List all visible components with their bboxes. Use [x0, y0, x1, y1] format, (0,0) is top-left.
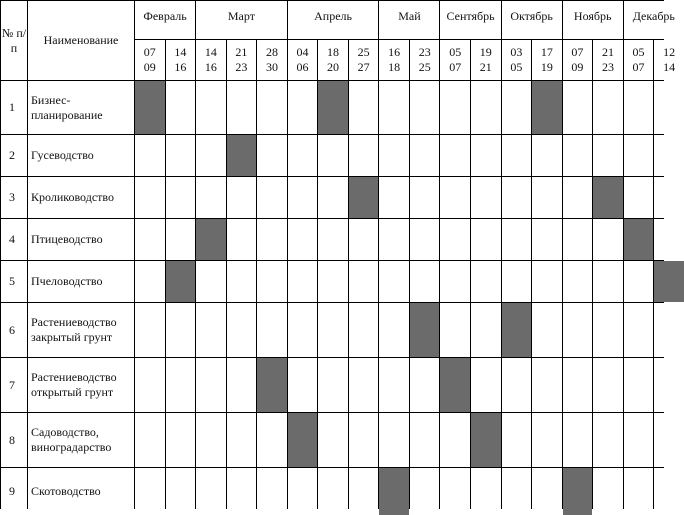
schedule-cell: [288, 358, 318, 412]
schedule-cell: [227, 177, 257, 218]
row-name: Растениеводство открытый грунт: [28, 358, 134, 412]
row-number: 6: [1, 303, 27, 357]
date-range-start: 12: [663, 45, 676, 59]
schedule-cell: [135, 135, 165, 176]
header-name: Наименование: [28, 1, 134, 80]
date-range-end: 16: [204, 60, 217, 74]
schedule-cell: [257, 135, 287, 176]
schedule-cell: [471, 135, 501, 176]
schedule-cell: [227, 413, 257, 467]
schedule-cell: [288, 81, 318, 134]
row-name: Пчеловодство: [28, 261, 134, 302]
date-range-header: [227, 40, 257, 80]
schedule-cell: [624, 413, 654, 467]
schedule-cell: [593, 358, 623, 412]
schedule-cell: [624, 303, 654, 357]
date-range-start: 28: [265, 45, 278, 59]
schedule-cell: [257, 261, 287, 302]
date-range-header: [410, 40, 440, 80]
schedule-cell: [410, 468, 440, 515]
schedule-cell: [196, 358, 226, 412]
date-range-header: [563, 40, 593, 80]
date-range-start: 18: [327, 45, 340, 59]
schedule-cell: [532, 303, 562, 357]
schedule-cell: [227, 219, 257, 260]
schedule-cell: [410, 413, 440, 467]
date-range-start: 16: [388, 45, 401, 59]
schedule-cell: [135, 303, 165, 357]
row-name: Садоводство, виноградарство: [28, 413, 134, 467]
schedule-cell: [196, 468, 226, 515]
schedule-cell: [196, 135, 226, 176]
schedule-cell: [440, 135, 470, 176]
schedule-cell: [624, 468, 654, 515]
date-range-start: 04: [296, 45, 309, 59]
schedule-cell: [563, 219, 593, 260]
date-range-end: 07: [449, 60, 462, 74]
date-range-start: 17: [540, 45, 553, 59]
schedule-cell: [227, 303, 257, 357]
row-number: 8: [1, 413, 27, 467]
schedule-cell: [654, 81, 684, 134]
schedule-cell: [349, 219, 379, 260]
schedule-cell: [288, 468, 318, 515]
schedule-cell: [135, 468, 165, 515]
schedule-cell: [166, 358, 196, 412]
schedule-cell: [135, 219, 165, 260]
date-range-end: 18: [388, 60, 401, 74]
schedule-cell-filled: [532, 81, 562, 134]
row-name: Бизнес-планирование: [28, 81, 134, 134]
schedule-cell: [410, 261, 440, 302]
date-range-start: 19: [479, 45, 492, 59]
schedule-cell-filled: [318, 81, 348, 134]
schedule-cell: [135, 358, 165, 412]
date-range-start: 07: [143, 45, 156, 59]
date-range-end: 07: [632, 60, 645, 74]
schedule-cell: [257, 81, 287, 134]
schedule-cell: [318, 261, 348, 302]
date-range-end: 14: [663, 60, 676, 74]
schedule-cell: [624, 358, 654, 412]
schedule-cell: [135, 261, 165, 302]
schedule-cell-filled: [563, 468, 593, 515]
schedule-cell: [196, 261, 226, 302]
schedule-cell: [349, 413, 379, 467]
schedule-cell: [349, 135, 379, 176]
schedule-cell: [624, 177, 654, 218]
date-range-header: [135, 40, 165, 80]
date-range-start: 21: [601, 45, 614, 59]
month-header: Сентябрь: [440, 1, 500, 39]
schedule-cell: [502, 177, 532, 218]
schedule-cell: [257, 177, 287, 218]
schedule-cell: [654, 135, 684, 176]
schedule-cell: [502, 261, 532, 302]
schedule-cell: [654, 358, 684, 412]
schedule-cell-filled: [196, 219, 226, 260]
schedule-cell: [166, 413, 196, 467]
month-header: Март: [196, 1, 287, 39]
schedule-cell: [288, 135, 318, 176]
schedule-cell: [410, 219, 440, 260]
schedule-cell: [502, 358, 532, 412]
schedule-cell: [410, 177, 440, 218]
date-range-header: [349, 40, 379, 80]
date-range-end: 06: [296, 60, 309, 74]
schedule-cell: [379, 303, 409, 357]
date-range-start: 05: [632, 45, 645, 59]
month-header: Ноябрь: [563, 1, 623, 39]
schedule-cell: [196, 177, 226, 218]
schedule-cell: [532, 413, 562, 467]
schedule-cell: [227, 468, 257, 515]
row-number: 9: [1, 468, 27, 515]
schedule-cell: [318, 135, 348, 176]
schedule-cell: [502, 468, 532, 515]
date-range-header: [532, 40, 562, 80]
date-range-start: 14: [174, 45, 187, 59]
schedule-cell-filled: [502, 303, 532, 357]
schedule-cell: [563, 177, 593, 218]
schedule-cell: [318, 358, 348, 412]
date-range-start: 21: [235, 45, 248, 59]
schedule-cell: [166, 303, 196, 357]
schedule-cell: [563, 135, 593, 176]
schedule-cell: [471, 219, 501, 260]
month-header: Декабрь: [624, 1, 684, 39]
date-range-start: 07: [571, 45, 584, 59]
schedule-cell-filled: [593, 177, 623, 218]
schedule-cell: [471, 81, 501, 134]
schedule-cell: [166, 135, 196, 176]
schedule-cell: [502, 219, 532, 260]
schedule-cell-filled: [654, 261, 684, 302]
date-range-header: [288, 40, 318, 80]
date-range-header: [654, 40, 684, 80]
date-range-start: 05: [449, 45, 462, 59]
date-range-end: 19: [540, 60, 553, 74]
schedule-cell: [440, 219, 470, 260]
schedule-cell: [318, 177, 348, 218]
row-name: Птицеводство: [28, 219, 134, 260]
row-name: Кролиководство: [28, 177, 134, 218]
schedule-cell: [563, 303, 593, 357]
schedule-cell-filled: [227, 135, 257, 176]
schedule-cell-filled: [624, 219, 654, 260]
date-range-header: [624, 40, 654, 80]
row-number: 3: [1, 177, 27, 218]
schedule-cell: [593, 261, 623, 302]
schedule-cell: [563, 413, 593, 467]
schedule-cell: [257, 219, 287, 260]
date-range-start: 25: [357, 45, 370, 59]
schedule-cell: [196, 413, 226, 467]
schedule-cell: [257, 303, 287, 357]
row-name: Скотоводство: [28, 468, 134, 515]
schedule-cell: [532, 261, 562, 302]
date-range-end: 27: [357, 60, 370, 74]
date-range-start: 03: [510, 45, 523, 59]
schedule-cell-filled: [257, 358, 287, 412]
date-range-header: [379, 40, 409, 80]
month-header: Май: [379, 1, 439, 39]
schedule-cell: [410, 81, 440, 134]
schedule-cell-filled: [440, 358, 470, 412]
schedule-cell: [532, 468, 562, 515]
schedule-cell: [318, 303, 348, 357]
schedule-cell: [471, 303, 501, 357]
schedule-cell: [654, 177, 684, 218]
schedule-cell: [196, 303, 226, 357]
schedule-cell: [532, 219, 562, 260]
schedule-cell: [502, 413, 532, 467]
date-range-end: 23: [235, 60, 248, 74]
schedule-cell: [440, 81, 470, 134]
schedule-cell: [593, 303, 623, 357]
schedule-cell: [563, 81, 593, 134]
date-range-end: 20: [327, 60, 340, 74]
schedule-cell: [227, 261, 257, 302]
schedule-cell: [624, 261, 654, 302]
schedule-cell: [349, 468, 379, 515]
schedule-cell: [593, 468, 623, 515]
schedule-cell: [654, 303, 684, 357]
row-number: 5: [1, 261, 27, 302]
schedule-cell-filled: [410, 303, 440, 357]
schedule-cell: [471, 358, 501, 412]
schedule-cell: [410, 135, 440, 176]
row-number: 1: [1, 81, 27, 134]
row-number: 2: [1, 135, 27, 176]
schedule-cell: [379, 261, 409, 302]
schedule-cell: [318, 219, 348, 260]
schedule-cell: [593, 219, 623, 260]
schedule-cell: [624, 81, 654, 134]
schedule-cell: [318, 468, 348, 515]
schedule-cell: [654, 468, 684, 515]
date-range-header: [257, 40, 287, 80]
schedule-cell-filled: [379, 468, 409, 515]
date-range-end: 25: [418, 60, 431, 74]
schedule-cell: [532, 358, 562, 412]
schedule-cell: [379, 413, 409, 467]
date-range-end: 30: [265, 60, 278, 74]
schedule-cell: [379, 81, 409, 134]
date-range-header: [166, 40, 196, 80]
schedule-cell: [593, 135, 623, 176]
schedule-cell: [288, 303, 318, 357]
date-range-header: [471, 40, 501, 80]
header-number: № п/п: [1, 1, 27, 80]
date-range-end: 23: [601, 60, 614, 74]
date-range-header: [318, 40, 348, 80]
schedule-cell: [135, 177, 165, 218]
schedule-cell: [166, 468, 196, 515]
schedule-cell-filled: [166, 261, 196, 302]
row-name: Гусеводство: [28, 135, 134, 176]
schedule-cell: [502, 135, 532, 176]
schedule-cell-filled: [349, 177, 379, 218]
schedule-cell: [227, 358, 257, 412]
schedule-cell: [379, 177, 409, 218]
schedule-cell: [379, 358, 409, 412]
date-range-end: 09: [143, 60, 156, 74]
schedule-cell: [532, 177, 562, 218]
schedule-cell: [257, 468, 287, 515]
schedule-cell: [349, 261, 379, 302]
date-range-header: [502, 40, 532, 80]
schedule-cell: [379, 219, 409, 260]
schedule-cell: [654, 219, 684, 260]
month-header: Октябрь: [502, 1, 562, 39]
schedule-cell-filled: [135, 81, 165, 134]
schedule-cell: [532, 135, 562, 176]
date-range-end: 21: [479, 60, 492, 74]
date-range-end: 05: [510, 60, 523, 74]
schedule-cell: [654, 413, 684, 467]
date-range-header: [196, 40, 226, 80]
schedule-cell: [288, 177, 318, 218]
schedule-cell: [135, 413, 165, 467]
schedule-cell: [624, 135, 654, 176]
schedule-cell: [440, 177, 470, 218]
date-range-start: 23: [418, 45, 431, 59]
schedule-cell: [166, 219, 196, 260]
schedule-cell: [227, 81, 257, 134]
schedule-cell: [349, 358, 379, 412]
row-number: 4: [1, 219, 27, 260]
schedule-cell: [593, 81, 623, 134]
month-header: Апрель: [288, 1, 379, 39]
schedule-cell: [563, 261, 593, 302]
schedule-cell: [318, 413, 348, 467]
schedule-cell: [257, 413, 287, 467]
date-range-start: 14: [204, 45, 217, 59]
schedule-cell: [196, 81, 226, 134]
schedule-cell: [440, 303, 470, 357]
schedule-cell-filled: [288, 413, 318, 467]
schedule-cell: [166, 177, 196, 218]
schedule-cell: [502, 81, 532, 134]
schedule-cell: [288, 219, 318, 260]
month-header: Февраль: [135, 1, 195, 39]
schedule-cell: [379, 135, 409, 176]
date-range-end: 16: [174, 60, 187, 74]
schedule-cell: [440, 413, 470, 467]
schedule-cell: [563, 358, 593, 412]
schedule-cell: [440, 261, 470, 302]
schedule-cell: [166, 81, 196, 134]
schedule-cell: [440, 468, 470, 515]
schedule-cell: [471, 468, 501, 515]
schedule-cell: [349, 303, 379, 357]
schedule-cell: [471, 177, 501, 218]
schedule-cell: [288, 261, 318, 302]
date-range-header: [440, 40, 470, 80]
row-number: 7: [1, 358, 27, 412]
schedule-cell: [410, 358, 440, 412]
date-range-end: 09: [571, 60, 584, 74]
schedule-cell: [349, 81, 379, 134]
schedule-cell: [471, 261, 501, 302]
date-range-header: [593, 40, 623, 80]
schedule-cell: [593, 413, 623, 467]
row-name: Растениеводство закрытый грунт: [28, 303, 134, 357]
schedule-cell-filled: [471, 413, 501, 467]
